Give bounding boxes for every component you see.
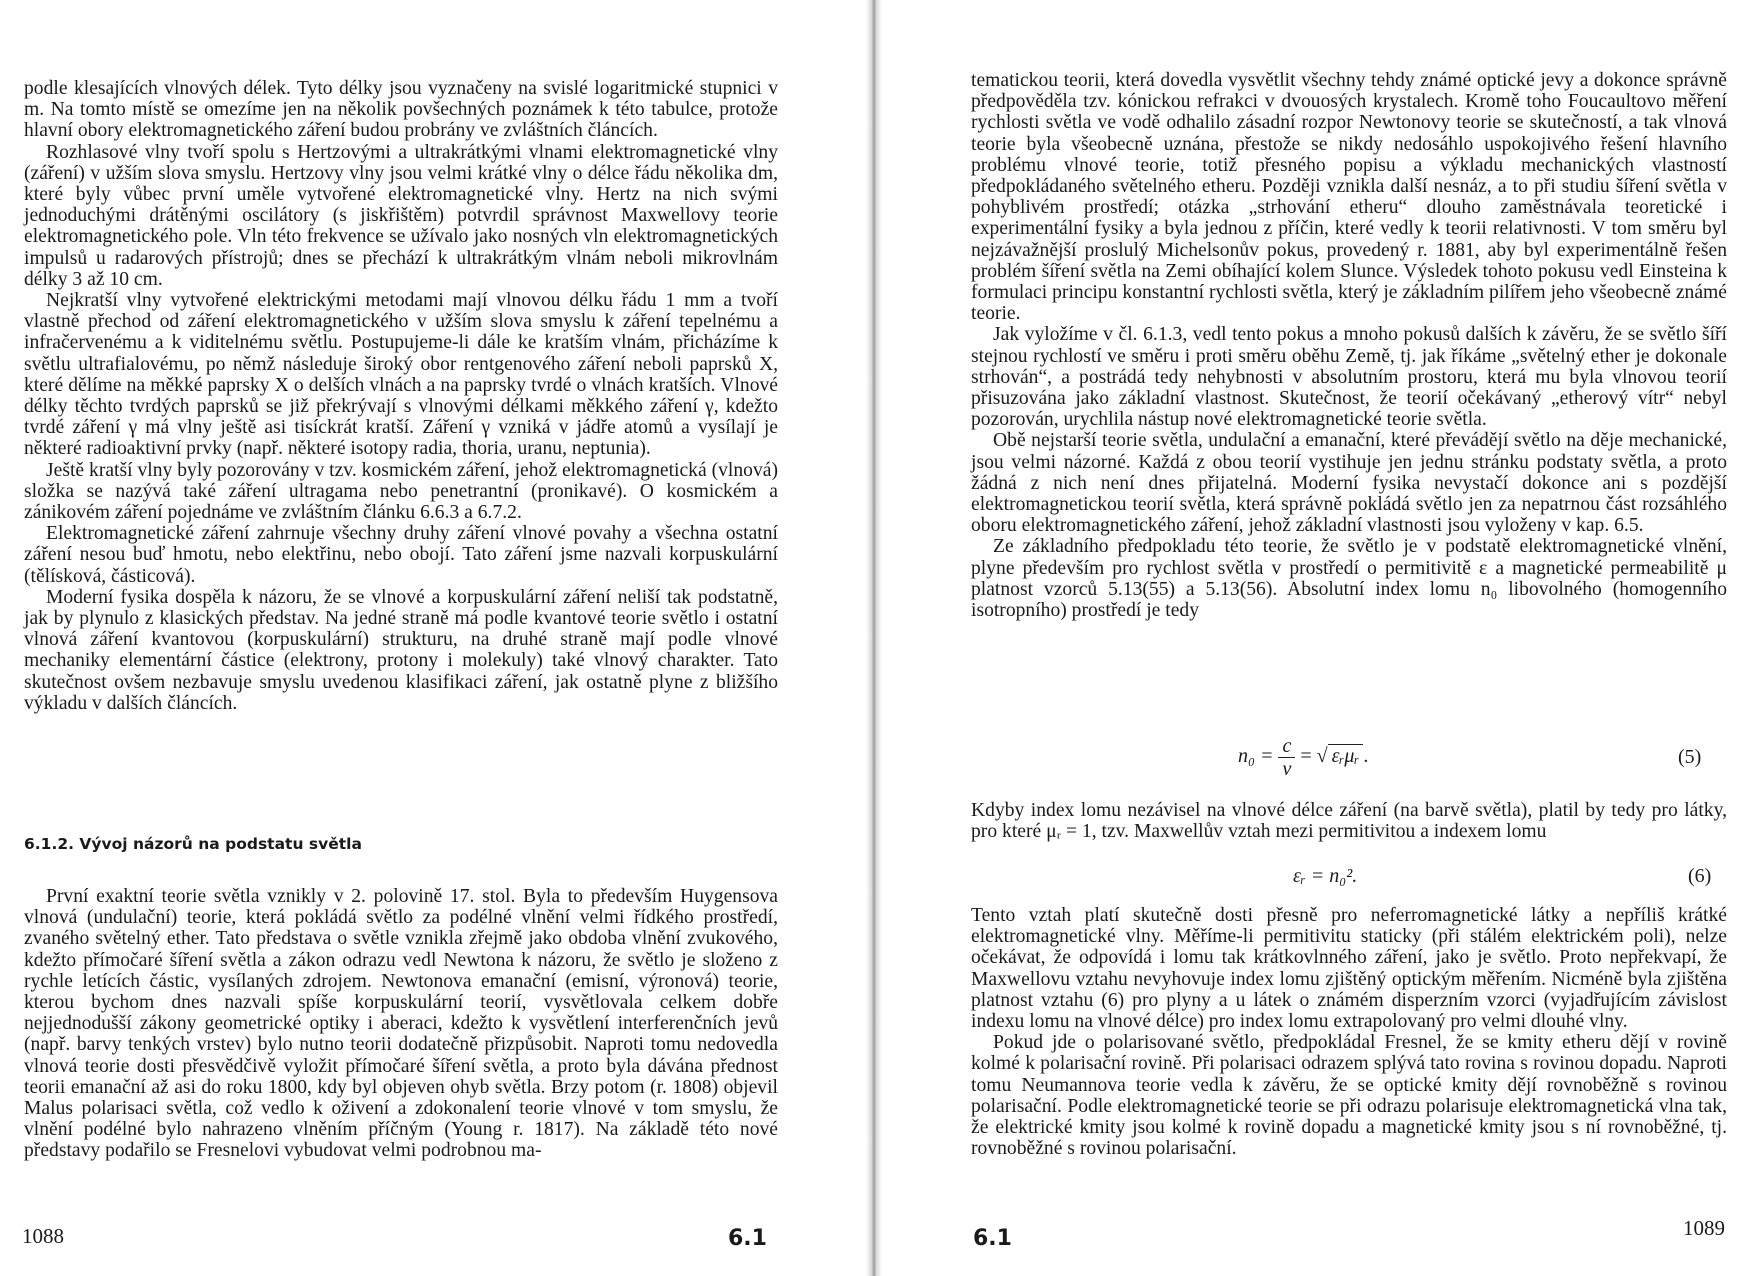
section-number-left: 6.1	[728, 1226, 767, 1251]
right-eq6-intro	[971, 800, 1727, 842]
left-paragraph: podle klesajících vlnových délek. Tyto délky jsou vyznačeny na svislé logaritmické stupnici v m. Na tomto místě se omezíme jen na několik povšechných poznámek k této tabulce, protože hlavní obory elektromagnetického záření budou probrány ve zvláštních článcích.	[24, 78, 778, 142]
eq5-denominator: v	[1282, 758, 1292, 780]
section-heading: 6.1.2. Vývoj názorů na podstatu světla	[24, 835, 362, 853]
eq5-equals: =	[1300, 745, 1312, 768]
right-paragraph: Jak vyložíme v čl. 6.1.3, vedl tento pokus a mnoho pokusů dalších k závěru, že se světlo šíří stejnou rychlostí ve směru i proti směru oběhu Země, tj. jak říkáme „světelný ether je dokonale strhován“, a postrádá tedy nehybnosti v absolutním prostoru, která mu byla vlnovou teorií přisuzována jako základní vlastnost. Skutečnost, že teorií očekávaný „etherový vítr“ nebyl pozorován, urychlila nástup nové elektromagnetické teorie světla.	[971, 324, 1727, 431]
eq5-radicand: εᵣμᵣ	[1328, 744, 1364, 768]
right-paragraph: Obě nejstarší teorie světla, undulační a emanační, které převádějí světlo na děje mechanické, jsou velmi názorné. Každá z obou teorií vystihuje jen jednu stránku podstaty světla, a proto žádná z nich není dnes přijatelná. Moderní fysika nevystačí dokonce ani s pozdější elektromagnetickou teorií světla, která správně pokládá světlo jen za nepatrnou část rozsáhlého oboru elektromagnetického záření, jehož základní vlastnosti jsou vyloženy v kap. 6.5.	[971, 430, 1727, 537]
right-paragraph: Kdyby index lomu nezávisel na vlnové délce záření (na barvě světla), platil by tedy pro látky, pro které μᵣ = 1, tzv. Maxwellův vztah mezi permitivitou a indexem lomu	[971, 800, 1727, 843]
left-paragraph: Moderní fysika dospěla k názoru, že se vlnové a korpuskulární záření neliší tak podstatně, jak by plynulo z klasických představ. Na jedné straně má podle kvantové teorie světlo i ostatní vlnová záření kvantovou (korpuskulární) strukturu, na druhé straně mají podle vlnové mechaniky elementární částice (elektrony, protony i molekuly) také vlnový charakter. Tato skutečnost ovšem nezbavuje smyslu uvedenou klasifikaci záření, jak ostatně plyne z bližšího výkladu v dalších článcích.	[24, 586, 778, 714]
left-page	[0, 0, 872, 1276]
sqrt-icon: √	[1316, 745, 1328, 768]
right-body-text	[971, 70, 1727, 621]
left-paragraph: Nejkratší vlny vytvořené elektrickými metodami mají vlnovou délku řádu 1 mm a tvoří vlastně přechod od záření elektromagnetického v užším slova smyslu k záření tepelnému a infračervenému a k viditelnému světlu. Postupujeme-li dále ke kratším vlnám, přicházíme k světlu ultrafialovému, po němž následuje široký obor rentgenového záření neboli paprsků X, které dělíme na měkké paprsky X o delších vlnách a na paprsky tvrdé o vlnách kratších. Vlnové délky těchto tvrdých paprsků se již překrývají s vlnovými délkami měkkého záření γ, kdežto tvrdé záření γ má vlny ještě asi tisíckrát kratší. Záření γ vzniká v jádře atomů a vysílají je některé radioaktivní prvky (např. některé isotopy radia, thoria, uranu, neptunia).	[24, 290, 778, 460]
equation-5-number: (5)	[1678, 746, 1702, 768]
equation-6-number: (6)	[1688, 865, 1712, 887]
equation-6: εᵣ = n₀².	[1293, 865, 1358, 887]
section-number-right: 6.1	[973, 1226, 1012, 1251]
left-section-text	[24, 886, 778, 1162]
eq5-numerator: c	[1278, 735, 1295, 758]
left-paragraph: Rozhlasové vlny tvoří spolu s Hertzovými a ultrakrátkými vlnami elektromagnetické vlny (záření) v užším slova smyslu. Hertzovy vlny jsou velmi krátké vlny o délce řádu několika dm, které byly vůbec první uměle vytvořené elektromagnetické vlny. Hertz na nich svými jednoduchými drátěnými oscilátory (s jiskřištěm) potvrdil správnost Maxwellovy teorie elektromagnetického pole. Vln této frekvence se užívalo jako nosných vln elektromagnetických impulsů u radarových přístrojů; dnes se přechází k ultrakrátkým vlnám neboli mikrovlnám délky 3 až 10 cm.	[24, 141, 778, 290]
right-paragraph: Pokud jde o polarisované světlo, předpokládal Fresnel, že se kmity etheru dějí v rovině kolmé k polarisační rovině. Při polarisaci odrazem splývá tato rovina s rovinou dopadu. Naproti tomu Neumannova teorie vedla k závěru, že se optické kmity dějí rovnoběžně s rovinou polarisační. Podle elektromagnetické teorie se při odrazu polarisuje elektromagnetická vlna tak, že elektrické kmity jsou kolmé k rovině dopadu a magnetické kmity jsou s ní rovnoběžné, tj. rovnoběžné s rovinou polarisační.	[971, 1032, 1727, 1160]
right-body-text-after-eq6	[971, 905, 1727, 1159]
left-section-paragraph: První exaktní teorie světla vznikly v 2. polovině 17. stol. Byla to především Huygensova vlnová (undulační) teorie, která pokládá světlo za podélné vlnění velmi řídkého prostředí, zvaného světelný ether. Tato představa o světle vznikla zřejmě jako obdoba vlnění zvukového, kdežto přímočaré šíření světla a zákon odrazu vedl Newtona k názoru, že světlo je složeno z rychle letících částic, vysílaných zdrojem. Newtonova emanační (emisní, výronová) teorie, kterou bychom dnes nazvali spíše korpuskulární teorií, vysvětlovala celkem dobře nejjednodušší zákony geometrické optiky i aberaci, kdežto k vysvětlení interferenčních jevů (např. barvy tenkých vrstev) bylo nutno teorii dodatečně přizpůsobit. Naproti tomu nedovedla vlnová teorie dosti přesvědčivě vyložit přímočaré šíření světla, a proto byla dávána přednost teorii emanační až asi do roku 1800, kdy byl objeven ohyb světla. Brzy potom (r. 1808) objevil Malus polarisaci světla, což vedlo k oživení a zdokonalení teorie vlnové v tom smyslu, že vlnění podélné bylo nahrazeno vlněním příčným (Young r. 1817). Na základě této nové představy podařilo se Fresnelovi vybudovat velmi podrobnou ma-	[24, 886, 778, 1162]
page-number-right: 1089	[1683, 1216, 1725, 1240]
eq5-fraction	[1278, 735, 1295, 780]
page-number-left: 1088	[22, 1224, 64, 1248]
eq5-tail: .	[1363, 745, 1369, 768]
right-paragraph: Ze základního předpokladu této teorie, že světlo je v podstatě elektromagnetické vlnění, plyne především pro rychlost světla v prostředí o permitivitě ε a magnetické permeabilitě μ platnost vzorců 5.13(55) a 5.13(56). Absolutní index lomu n₀ libovolného (homogenního isotropního) prostředí je tedy	[971, 536, 1727, 622]
left-body-text	[24, 78, 778, 714]
right-paragraph: Tento vztah platí skutečně dosti přesně pro neferromagnetické látky a nepříliš krátké elektromagnetické vlny. Měříme-li permitivitu staticky (při stálém elektrickém poli), nelze očekávat, že odpovídá i lomu tak krátkovlnného záření, jako je světlo. Proto nepřekvapí, že Maxwellovu vztahu nevyhovuje index lomu zjištěný optickým měřením. Nicméně byla zjištěna platnost vztahu (6) pro plyny a u látek o známém disperzním vzorci (vyjadřujícím závislost indexu lomu na vlnové délce) pro index lomu extrapolovaný pro velmi dlouhé vlny.	[971, 905, 1727, 1033]
left-paragraph: Elektromagnetické záření zahrnuje všechny druhy záření vlnové povahy a všechna ostatní záření nesou buď hmotu, nebo elektřinu, nebo obojí. Tato záření jsme nazvali korpuskulární (tělísková, částicová).	[24, 523, 778, 587]
equation-5	[1238, 735, 1368, 780]
right-page	[878, 0, 1754, 1276]
right-paragraph: tematickou teorii, která dovedla vysvětlit všechny tehdy známé optické jevy a dokonce správně předpověděla tzv. kónickou refrakci v dvouosých krystalech. Kromě toho Foucaultovo měření rychlosti světla ve vodě odhalilo zásadní rozpor Newtonovy teorie se skutečností, a tak vlnová teorie byla všeobecně uznána, přestože se nikdy nedosáhlo uspokojivého řešení hlavního problému vlnové teorie, totiž přesného popisu a výkladu mechanických vlastností předpokládaného světelného etheru. Později vznikla další nesnáz, a to při studiu šíření světla v pohyblivém prostředí; otázka „strhování etheru“ dlouho zaměstnávala teoretické i experimentální fysiky a byla jednou z příčin, které vedly k teorii relativnosti. V tom směru byl nejzávažnější proslulý Michelsonův pokus, provedený r. 1881, aby byl experimentálně řešen problém šíření světla na Zemi obíhající kolem Slunce. Výsledek tohoto pokusu vedl Einsteina k formulaci principu konstantní rychlosti světla, který je základním pilířem jeho všeobecně známé teorie.	[971, 70, 1727, 325]
left-paragraph: Ještě kratší vlny byly pozorovány v tzv. kosmickém záření, jehož elektromagnetická (vlnová) složka se nazývá také záření ultragama nebo penetrantní (pronikavé). O kosmickém a zánikovém záření pojednáme ve zvláštním článku 6.6.3 a 6.7.2.	[24, 459, 778, 524]
eq5-lhs: n₀ =	[1238, 745, 1274, 768]
